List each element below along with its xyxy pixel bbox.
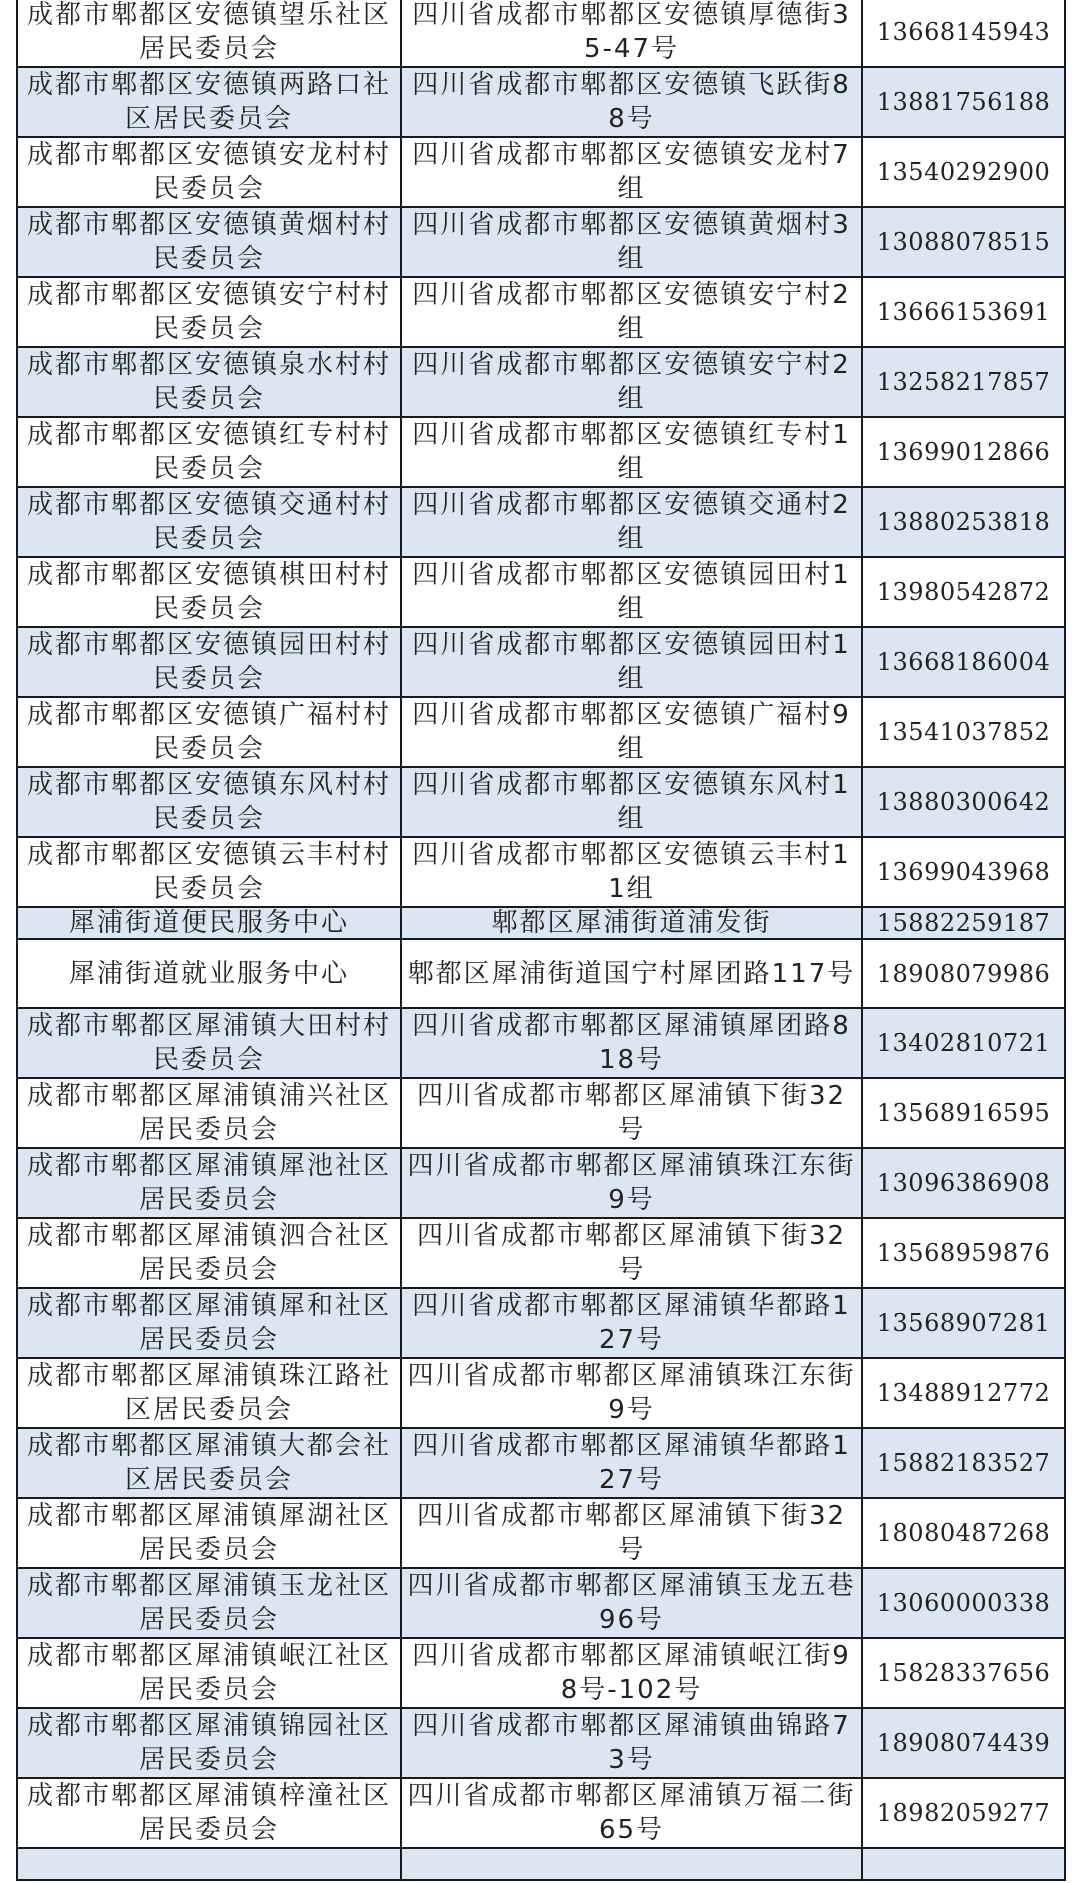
table-row <box>17 67 1065 137</box>
phone-cell: 13881756188 <box>862 67 1065 137</box>
address-cell: 四川省成都市郫都区安德镇厚德街35-47号 <box>401 0 862 67</box>
table-row <box>17 1568 1065 1638</box>
phone-cell: 13060000338 <box>862 1568 1065 1638</box>
address-cell: 四川省成都市郫都区犀浦镇岷江街98号-102号 <box>401 1638 862 1708</box>
address-cell: 四川省成都市郫都区犀浦镇珠江东街9号 <box>401 1358 862 1428</box>
address-cell: 四川省成都市郫都区安德镇黄烟村3组 <box>401 207 862 277</box>
organization-name-cell: 犀浦街道便民服务中心 <box>17 907 401 939</box>
address-cell: 四川省成都市郫都区安德镇园田村1组 <box>401 557 862 627</box>
table-row <box>17 0 1065 67</box>
organization-name-cell: 成都市郫都区犀浦镇犀池社区居民委员会 <box>17 1148 401 1218</box>
phone-cell: 15882183527 <box>862 1428 1065 1498</box>
table-row <box>17 1708 1065 1778</box>
organization-name-cell: 成都市郫都区安德镇红专村村民委员会 <box>17 417 401 487</box>
address-cell: 郫都区犀浦街道国宁村犀团路117号 <box>401 939 862 1008</box>
table-row <box>17 1218 1065 1288</box>
phone-cell: 15882259187 <box>862 907 1065 939</box>
organization-name-cell: 成都市郫都区安德镇园田村村民委员会 <box>17 627 401 697</box>
table-row <box>17 277 1065 347</box>
organization-name-cell: 成都市郫都区安德镇东风村村民委员会 <box>17 767 401 837</box>
address-cell: 四川省成都市郫都区安德镇广福村9组 <box>401 697 862 767</box>
phone-cell: 13980542872 <box>862 557 1065 627</box>
organization-name-cell: 成都市郫都区犀浦镇玉龙社区居民委员会 <box>17 1568 401 1638</box>
phone-cell: 18908079986 <box>862 939 1065 1008</box>
partial-cell <box>401 1848 862 1880</box>
partial-cell <box>862 1848 1065 1880</box>
address-cell: 四川省成都市郫都区犀浦镇华都路127号 <box>401 1428 862 1498</box>
organization-name-cell: 成都市郫都区安德镇两路口社区居民委员会 <box>17 67 401 137</box>
organization-name-cell: 成都市郫都区安德镇交通村村民委员会 <box>17 487 401 557</box>
address-cell: 四川省成都市郫都区安德镇交通村2组 <box>401 487 862 557</box>
phone-cell: 13096386908 <box>862 1148 1065 1218</box>
phone-cell: 13699043968 <box>862 837 1065 907</box>
phone-cell: 13568907281 <box>862 1288 1065 1358</box>
table-row <box>17 1498 1065 1568</box>
phone-cell: 13666153691 <box>862 277 1065 347</box>
organization-name-cell: 成都市郫都区犀浦镇大田村村民委员会 <box>17 1008 401 1078</box>
table-row <box>17 1078 1065 1148</box>
organization-name-cell: 成都市郫都区安德镇安龙村村民委员会 <box>17 137 401 207</box>
phone-cell: 13402810721 <box>862 1008 1065 1078</box>
phone-cell: 13668186004 <box>862 627 1065 697</box>
table-row <box>17 907 1065 939</box>
table-row <box>17 697 1065 767</box>
table-row <box>17 1778 1065 1848</box>
organization-name-cell: 犀浦街道就业服务中心 <box>17 939 401 1008</box>
address-cell: 四川省成都市郫都区犀浦镇玉龙五巷96号 <box>401 1568 862 1638</box>
organization-name-cell: 成都市郫都区安德镇安宁村村民委员会 <box>17 277 401 347</box>
address-cell: 四川省成都市郫都区犀浦镇犀团路818号 <box>401 1008 862 1078</box>
address-cell: 四川省成都市郫都区安德镇园田村1组 <box>401 627 862 697</box>
phone-cell: 13668145943 <box>862 0 1065 67</box>
phone-cell: 18908074439 <box>862 1708 1065 1778</box>
phone-cell: 13880253818 <box>862 487 1065 557</box>
address-cell: 郫都区犀浦街道浦发街 <box>401 907 862 939</box>
organization-name-cell: 成都市郫都区犀浦镇泗合社区居民委员会 <box>17 1218 401 1288</box>
table-row <box>17 347 1065 417</box>
table-row <box>17 1428 1065 1498</box>
organization-name-cell: 成都市郫都区犀浦镇犀湖社区居民委员会 <box>17 1498 401 1568</box>
address-cell: 四川省成都市郫都区安德镇安宁村2组 <box>401 277 862 347</box>
organization-name-cell: 成都市郫都区犀浦镇大都会社区居民委员会 <box>17 1428 401 1498</box>
table-row <box>17 1638 1065 1708</box>
address-cell: 四川省成都市郫都区犀浦镇万福二街65号 <box>401 1778 862 1848</box>
table-row <box>17 487 1065 557</box>
organization-name-cell: 成都市郫都区安德镇黄烟村村民委员会 <box>17 207 401 277</box>
address-cell: 四川省成都市郫都区犀浦镇下街32号 <box>401 1498 862 1568</box>
organization-name-cell: 成都市郫都区安德镇云丰村村民委员会 <box>17 837 401 907</box>
address-cell: 四川省成都市郫都区犀浦镇下街32号 <box>401 1078 862 1148</box>
address-cell: 四川省成都市郫都区安德镇云丰村11组 <box>401 837 862 907</box>
phone-cell: 13880300642 <box>862 767 1065 837</box>
phone-cell: 18080487268 <box>862 1498 1065 1568</box>
partial-row-bottom <box>17 1848 1065 1880</box>
table-row <box>17 627 1065 697</box>
organization-name-cell: 成都市郫都区犀浦镇珠江路社区居民委员会 <box>17 1358 401 1428</box>
table-row <box>17 767 1065 837</box>
organization-name-cell: 成都市郫都区安德镇广福村村民委员会 <box>17 697 401 767</box>
contact-directory-table <box>16 0 1066 1881</box>
phone-cell: 13540292900 <box>862 137 1065 207</box>
address-cell: 四川省成都市郫都区安德镇红专村1组 <box>401 417 862 487</box>
organization-name-cell: 成都市郫都区犀浦镇犀和社区居民委员会 <box>17 1288 401 1358</box>
phone-cell: 13699012866 <box>862 417 1065 487</box>
table-row <box>17 1358 1065 1428</box>
phone-cell: 13568916595 <box>862 1078 1065 1148</box>
partial-cell <box>17 1848 401 1880</box>
address-cell: 四川省成都市郫都区安德镇东风村1组 <box>401 767 862 837</box>
table-row <box>17 417 1065 487</box>
address-cell: 四川省成都市郫都区安德镇安宁村2组 <box>401 347 862 417</box>
table-row <box>17 1148 1065 1218</box>
phone-cell: 13258217857 <box>862 347 1065 417</box>
address-cell: 四川省成都市郫都区犀浦镇珠江东街9号 <box>401 1148 862 1218</box>
organization-name-cell: 成都市郫都区犀浦镇浦兴社区居民委员会 <box>17 1078 401 1148</box>
organization-name-cell: 成都市郫都区犀浦镇岷江社区居民委员会 <box>17 1638 401 1708</box>
phone-cell: 15828337656 <box>862 1638 1065 1708</box>
phone-cell: 13488912772 <box>862 1358 1065 1428</box>
table-row <box>17 939 1065 1008</box>
table-row <box>17 137 1065 207</box>
address-cell: 四川省成都市郫都区安德镇安龙村7组 <box>401 137 862 207</box>
phone-cell: 13568959876 <box>862 1218 1065 1288</box>
phone-cell: 13088078515 <box>862 207 1065 277</box>
organization-name-cell: 成都市郫都区犀浦镇锦园社区居民委员会 <box>17 1708 401 1778</box>
organization-name-cell: 成都市郫都区安德镇棋田村村民委员会 <box>17 557 401 627</box>
phone-cell: 18982059277 <box>862 1778 1065 1848</box>
organization-name-cell: 成都市郫都区安德镇望乐社区居民委员会 <box>17 0 401 67</box>
organization-name-cell: 成都市郫都区犀浦镇梓潼社区居民委员会 <box>17 1778 401 1848</box>
address-cell: 四川省成都市郫都区犀浦镇曲锦路73号 <box>401 1708 862 1778</box>
table-row <box>17 207 1065 277</box>
phone-cell: 13541037852 <box>862 697 1065 767</box>
table-row <box>17 1288 1065 1358</box>
table-row <box>17 837 1065 907</box>
address-cell: 四川省成都市郫都区安德镇飞跃街88号 <box>401 67 862 137</box>
organization-name-cell: 成都市郫都区安德镇泉水村村民委员会 <box>17 347 401 417</box>
address-cell: 四川省成都市郫都区犀浦镇华都路127号 <box>401 1288 862 1358</box>
address-cell: 四川省成都市郫都区犀浦镇下街32号 <box>401 1218 862 1288</box>
table-row <box>17 1008 1065 1078</box>
table-row <box>17 557 1065 627</box>
